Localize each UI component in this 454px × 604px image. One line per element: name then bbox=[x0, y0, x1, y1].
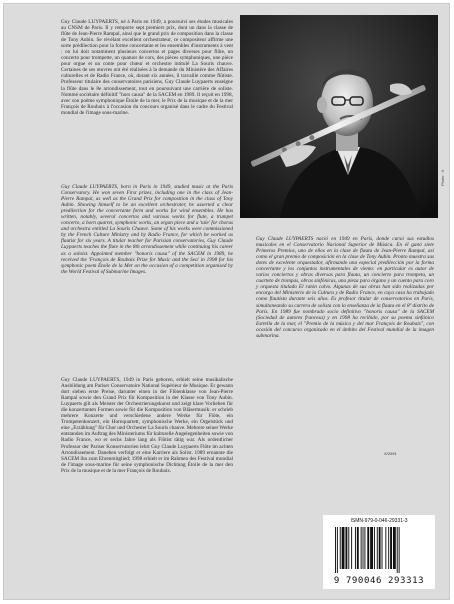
biography-french: Guy Claude LUYPAERTS, né à Paris en 1949, a poursuivi ses études musicales au CNSM de Paris. Il y remporte sept premiers prix, dont un dans la classe de flûte de Jean-Pierre Rampal, ainsi que le grand prix de composition dans la classe de Tony Aubin. Se révélant excellent orchestrateur, ce compositeur affirme une sorte prédilection pour la forme concertante et les ensembles d'instruments à vent : on lui doit notamment plusieurs concertos et pages diverses pour flûte, un concerto pour trompette, un quatuor de cors, des pièces symphoniques, une pièce pour orgue et un conte pour chœur et orchestre intitulé La Souris chauve. Certaines de ses œuvres ont été réalisées à la demande du Ministère des Affaires culturelles et de Radio France, où, durant six années, il travaille comme flûtiste. Professeur titulaire des conservatoires parisiens, Guy Claude Luypaerts enseigne la flûte dans le 8e arrondissement, tout en poursuivant une carrière de soliste. Nommé sociétaire définitif "hors causa" de la SACEM en 1989. Il reçoit en 1998, avec son poème symphonique Étoile de la mer, le Prix de la musique et de la mer François de Roubaix à l'occasion du concours organisé dans le cadre du Festival mondial de l'image sous-marine. bbox=[61, 19, 233, 116]
edition-code: X/2091 bbox=[384, 451, 397, 456]
barcode-block bbox=[323, 515, 435, 589]
biography-english: Guy Claude LUYPAERTS, born in Paris in 1949, studied music at the Paris Conservatory. He won seven First prizes, including one in the class of Jean-Pierre Rampal, as well as the Grand Prix for composition in the class of Tony Aubin. Showing himself to be an excellent orchestrater, he asserted a clear predilection for the concertante form and works for wind ensembles. He has written, notably, several concertos and various works for flute, a trumpet concerto, a horn quartet, symphonic works, an organ piece and a 'tale' for chorus and orchestra entitled La Souris Chauve. Some of his works were commissioned by the French Culture Ministry and by Radio France, for which he worked as flautist for six years. A titular teacher for Parisian conservatories, Guy Claude Luypaerts teaches the flute in the 8th arrondissement while continuing his career as a soloist. Appointed member "honoris causa" of the SACEM in 1989, he received the 'François de Roubaix Prize for Music and the Sea' in 1998 for his symphonic poem Étoile de la Mer on the occasion of a competition organised by the World Festival of Submarine Images. bbox=[61, 184, 233, 275]
biography-german: Guy Claude LUYPAERTS, 1949 in Paris geboren, erhielt seine musikalische Ausbildung am Pariser Conservatoire National Supérieur de Musique. Er gewann dort sieben erste Preise, darunter einen in der Flötenklasse von Jean-Pierre Rampal sowie den Grand Prix für Komposition in der Klasse von Tony Aubin. Luypaerts gilt als Meister der Orchestrierungskunst und zeigt klare Vorlieben für die konzertanten Formen sowie für die Komposition von Bläsermusik: er schrieb mehrere Konzerte und verschiedene andere Werke für Flöte, ein Trompetenkonzert, ein Hornquartett, symphonische Werke, ein Orgelstück und eine „Erzählung" für Chor und Orchester La Souris chauve. Mehrere seiner Werke entstanden im Auftrag des Ministeriums für kulturelle Angelegenheiten sowie von Radio France, wo er sechs Jahre lang als Flötist tätig war. Als ordentlicher Professor der Pariser Konservatorien lehrt Guy Claude Luypaerts Flöte im achten Arrondissement. Daneben verfolgt er eine Karriere als Solist. 1989 ernannte die SACEM ihn zum Ehrenmitglied; 1998 erhielt er im Rahmen des Festival mondial de l'image sous-marine für seine symphonische Dichtung Étoile de la mer den Prix de la musique et de la mer François de Roubaix. bbox=[61, 377, 233, 474]
biography-spanish: Guy Claude LUYPAERTS nació en 1949 en París, donde cursó sus estudios musicales en el Conservatorio Nacional Superior de Música. En él ganó siete Primeros Premios, uno de ellos en la clase de flauta de Jean-Pierre Rampal, así como el gran premio de composición en la clase de Tony Aubin. Pronto muestra sus dotes de excelente orquestador, afirmando una especial predilección por la forma concertante y los conjuntos instrumentales de viento: en particular es autor de varios conciertos y obras diversas para flauta, un concierto para trompeta, un cuarteto de trompas, obras sinfónicas, una pieza para órgano y un cuento para coro y orquesta titulado El ratón calvo. Algunas de sus obras han sido realizadas por encargo del Ministerio de la Cultura y de Radio France, en cuya casa ha trabajado como flautista durante seis años. Es profesor titular de conservatorios en París, simultaneando su carrera de solista con la enseñanza de la flauta en el 8º distrito de París. En 1989 fue nombrado socio definitivo "honoris causa" de la SACEM (Sociedad de autores francesa) y en 1998 ha recibido, por su poema sinfónico Estrella de la mar, el "Premio de la música y del mar François de Roubaix", con ocasión del concurso organizado en el ámbito del Festival mundial de la imagen submarina. bbox=[256, 236, 434, 339]
back-cover-page bbox=[3, 3, 450, 600]
ean-number: 9 790046 293313 bbox=[333, 576, 425, 586]
photo-credit: Photo : X bbox=[440, 169, 445, 186]
composer-photo bbox=[240, 15, 438, 218]
barcode-icon bbox=[333, 527, 425, 573]
ismn-number: ISMN-979-0-046-29331-3 bbox=[350, 518, 408, 524]
